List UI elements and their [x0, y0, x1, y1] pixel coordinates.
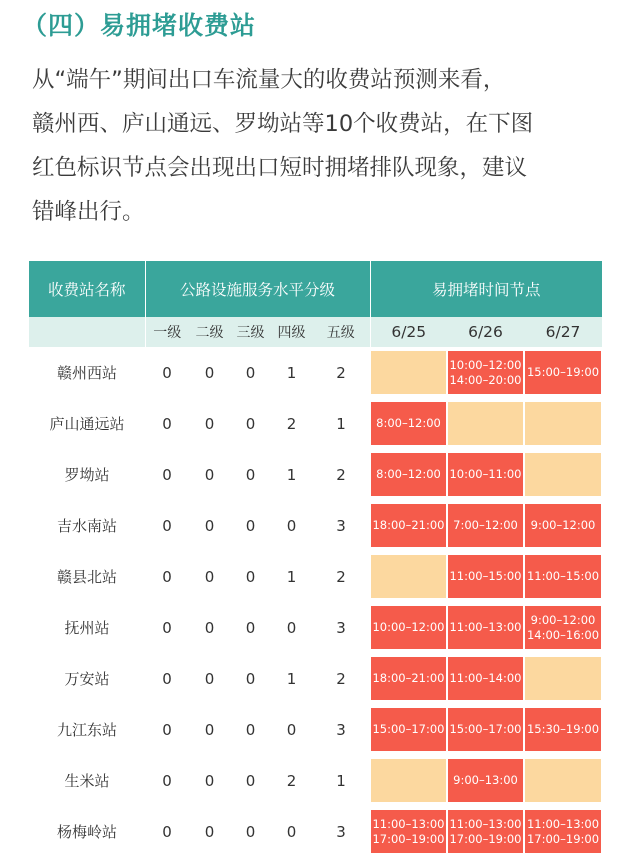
level-count: 0: [204, 567, 215, 586]
time-cell: [447, 602, 524, 653]
level-count: 0: [204, 618, 215, 637]
congestion-tile: [525, 606, 601, 649]
congestion-tile: [371, 606, 446, 649]
level-count: 0: [162, 618, 172, 637]
level-count: 0: [286, 516, 297, 535]
time-cell: [370, 602, 447, 653]
time-slot: 14:00–16:00: [526, 627, 600, 642]
time-cell: [524, 755, 602, 806]
table-row: [29, 755, 602, 806]
level-label: 五级: [312, 317, 370, 347]
station-name: 万安站: [64, 670, 110, 688]
congestion-table: [29, 261, 602, 857]
time-cell: [370, 398, 447, 449]
time-cell: [524, 551, 602, 602]
time-cell: [447, 653, 524, 704]
intro-line: 从“端午”期间出口车流量大的收费站预测来看，: [32, 67, 506, 93]
congestion-tile: [525, 555, 601, 598]
congestion-tile: [371, 402, 446, 445]
level-label: 三级: [230, 317, 271, 347]
time-cell: [447, 500, 524, 551]
station-name: 罗坳站: [64, 466, 110, 484]
table-row: [29, 602, 602, 653]
time-slot: 18:00–21:00: [372, 671, 445, 685]
time-cell: [370, 551, 447, 602]
empty-tile: [525, 759, 601, 802]
level-count: 0: [245, 567, 256, 586]
level-count: 0: [204, 465, 215, 484]
station-name: 九江东站: [56, 721, 117, 739]
table-row: [29, 398, 602, 449]
time-slot: 11:00–13:00: [372, 816, 445, 831]
time-slot: 15:00–17:00: [372, 722, 445, 736]
congestion-tile: [448, 657, 523, 700]
header-service-level: 公路设施服务水平分级: [145, 261, 370, 317]
time-cell: [447, 347, 524, 398]
time-slot: 9:00–12:00: [530, 612, 596, 627]
date-label: 6/27: [524, 317, 602, 347]
intro-line: 赣州西、庐山通远、罗坳站等10个收费站，在下图: [32, 111, 534, 137]
station-name: 生米站: [64, 772, 110, 790]
level-count: 1: [336, 414, 346, 433]
level-count: 0: [204, 414, 215, 433]
time-cell: [447, 704, 524, 755]
empty-tile: [525, 453, 601, 496]
level-count: 3: [336, 516, 346, 535]
station-name: 赣州西站: [56, 364, 117, 382]
level-count: 0: [204, 516, 215, 535]
time-slot: 11:00–13:00: [526, 816, 600, 831]
intro-line: 红色标识节点会出现出口短时拥堵排队现象，建议: [32, 155, 528, 181]
time-cell: [524, 449, 602, 500]
congestion-tile: [448, 606, 523, 649]
empty-tile: [371, 351, 446, 394]
level-count: 2: [286, 771, 297, 790]
table-row: [29, 551, 602, 602]
level-count: 0: [245, 414, 256, 433]
empty-tile: [371, 759, 446, 802]
time-slot: 14:00–20:00: [449, 372, 522, 387]
level-count: 3: [336, 822, 346, 841]
level-count: 2: [336, 669, 346, 688]
time-cell: [447, 755, 524, 806]
level-count: 1: [286, 465, 297, 484]
level-count: 2: [286, 414, 297, 433]
level-count: 0: [245, 363, 256, 382]
time-slot: 9:00–13:00: [453, 773, 518, 787]
time-slot: 15:00–19:00: [526, 365, 600, 379]
level-count: 0: [245, 618, 256, 637]
level-count: 0: [204, 720, 215, 739]
header-congestion-time: 易拥堵时间节点: [370, 261, 602, 317]
time-cell: [447, 449, 524, 500]
time-slot: 15:30–19:00: [526, 722, 600, 736]
station-name: 赣县北站: [56, 568, 117, 586]
level-count: 0: [286, 720, 297, 739]
congestion-tile: [525, 504, 601, 547]
time-slot: 9:00–12:00: [530, 518, 596, 532]
time-cell: [370, 500, 447, 551]
time-slot: 11:00–13:00: [449, 620, 522, 634]
table-row: [29, 653, 602, 704]
level-count: 1: [286, 669, 297, 688]
time-slot: 17:00–19:00: [372, 831, 445, 846]
congestion-tile: [525, 708, 601, 751]
level-count: 0: [204, 669, 215, 688]
time-cell: [370, 653, 447, 704]
level-count: 0: [204, 771, 215, 790]
level-count: 1: [286, 363, 297, 382]
time-slot: 18:00–21:00: [372, 518, 445, 532]
station-name: 抚州站: [64, 619, 110, 637]
station-name: 庐山通远站: [49, 415, 125, 433]
date-label: 6/25: [370, 317, 447, 347]
congestion-tile: [525, 351, 601, 394]
subheader-row: [29, 317, 602, 347]
congestion-tile: [371, 657, 446, 700]
congestion-tile: [448, 504, 523, 547]
level-count: 0: [162, 669, 172, 688]
congestion-tile: [448, 453, 523, 496]
level-count: 0: [162, 720, 172, 739]
level-count: 0: [245, 516, 256, 535]
level-count: 0: [162, 822, 172, 841]
time-cell: [524, 347, 602, 398]
congestion-tile: [448, 708, 523, 751]
time-cell: [524, 398, 602, 449]
time-cell: [524, 500, 602, 551]
time-slot: 7:00–12:00: [453, 518, 518, 532]
congestion-tile: [371, 504, 446, 547]
time-cell: [524, 653, 602, 704]
empty-tile: [525, 657, 601, 700]
level-count: 0: [245, 771, 256, 790]
level-count: 0: [245, 465, 256, 484]
empty-tile: [525, 402, 601, 445]
empty-tile: [371, 555, 446, 598]
level-count: 0: [162, 567, 172, 586]
time-slot: 8:00–12:00: [376, 416, 441, 430]
time-slot: 11:00–13:00: [449, 816, 522, 831]
level-count: 2: [336, 363, 346, 382]
level-count: 0: [162, 465, 172, 484]
empty-tile: [448, 402, 523, 445]
time-cell: [370, 449, 447, 500]
intro-paragraph: [32, 58, 607, 234]
time-slot: 11:00–14:00: [449, 671, 522, 685]
time-slot: 15:00–17:00: [449, 722, 522, 736]
level-count: 0: [162, 516, 172, 535]
level-count: 3: [336, 618, 346, 637]
time-cell: [370, 347, 447, 398]
congestion-tile: [371, 810, 446, 853]
table-body: [29, 347, 602, 857]
level-count: 0: [286, 618, 297, 637]
congestion-tile: [371, 453, 446, 496]
subheader-blank: [29, 317, 145, 347]
level-count: 3: [336, 720, 346, 739]
congestion-tile: [448, 810, 523, 853]
time-cell: [447, 398, 524, 449]
time-slot: 10:00–12:00: [372, 620, 445, 634]
congestion-tile: [448, 555, 523, 598]
level-count: 0: [162, 771, 172, 790]
level-count: 0: [286, 822, 297, 841]
congestion-tile: [525, 810, 601, 853]
level-count: 0: [162, 414, 172, 433]
date-label: 6/26: [447, 317, 524, 347]
time-slot: 11:00–15:00: [526, 569, 600, 583]
station-name: 杨梅岭站: [56, 823, 117, 841]
time-cell: [370, 755, 447, 806]
level-count: 2: [336, 567, 346, 586]
table-row: [29, 347, 602, 398]
time-slot: 10:00–11:00: [449, 467, 522, 481]
table-row: [29, 449, 602, 500]
time-cell: [447, 551, 524, 602]
level-count: 0: [204, 822, 215, 841]
table-row: [29, 704, 602, 755]
level-count: 0: [245, 720, 256, 739]
table-row: [29, 500, 602, 551]
level-label: 一级: [145, 317, 189, 347]
level-count: 0: [245, 822, 256, 841]
level-count: 0: [162, 363, 172, 382]
level-label: 四级: [271, 317, 312, 347]
time-slot: 17:00–19:00: [449, 831, 522, 846]
header-row: [29, 261, 602, 317]
station-name: 吉水南站: [56, 517, 117, 535]
congestion-tile: [448, 759, 523, 802]
time-slot: 8:00–12:00: [376, 467, 441, 481]
time-slot: 10:00–12:00: [449, 357, 522, 372]
level-count: 1: [336, 771, 346, 790]
level-count: 0: [245, 669, 256, 688]
header-station: 收费站名称: [29, 261, 145, 317]
time-cell: [370, 704, 447, 755]
section-heading: （四）易拥堵收费站: [22, 11, 257, 40]
level-count: 2: [336, 465, 346, 484]
time-slot: 17:00–19:00: [526, 831, 600, 846]
time-cell: [524, 704, 602, 755]
intro-line: 错峰出行。: [32, 199, 145, 225]
congestion-tile: [448, 351, 523, 394]
time-cell: [524, 602, 602, 653]
level-count: 1: [286, 567, 297, 586]
level-label: 二级: [189, 317, 230, 347]
level-count: 0: [204, 363, 215, 382]
time-slot: 11:00–15:00: [449, 569, 522, 583]
congestion-tile: [371, 708, 446, 751]
